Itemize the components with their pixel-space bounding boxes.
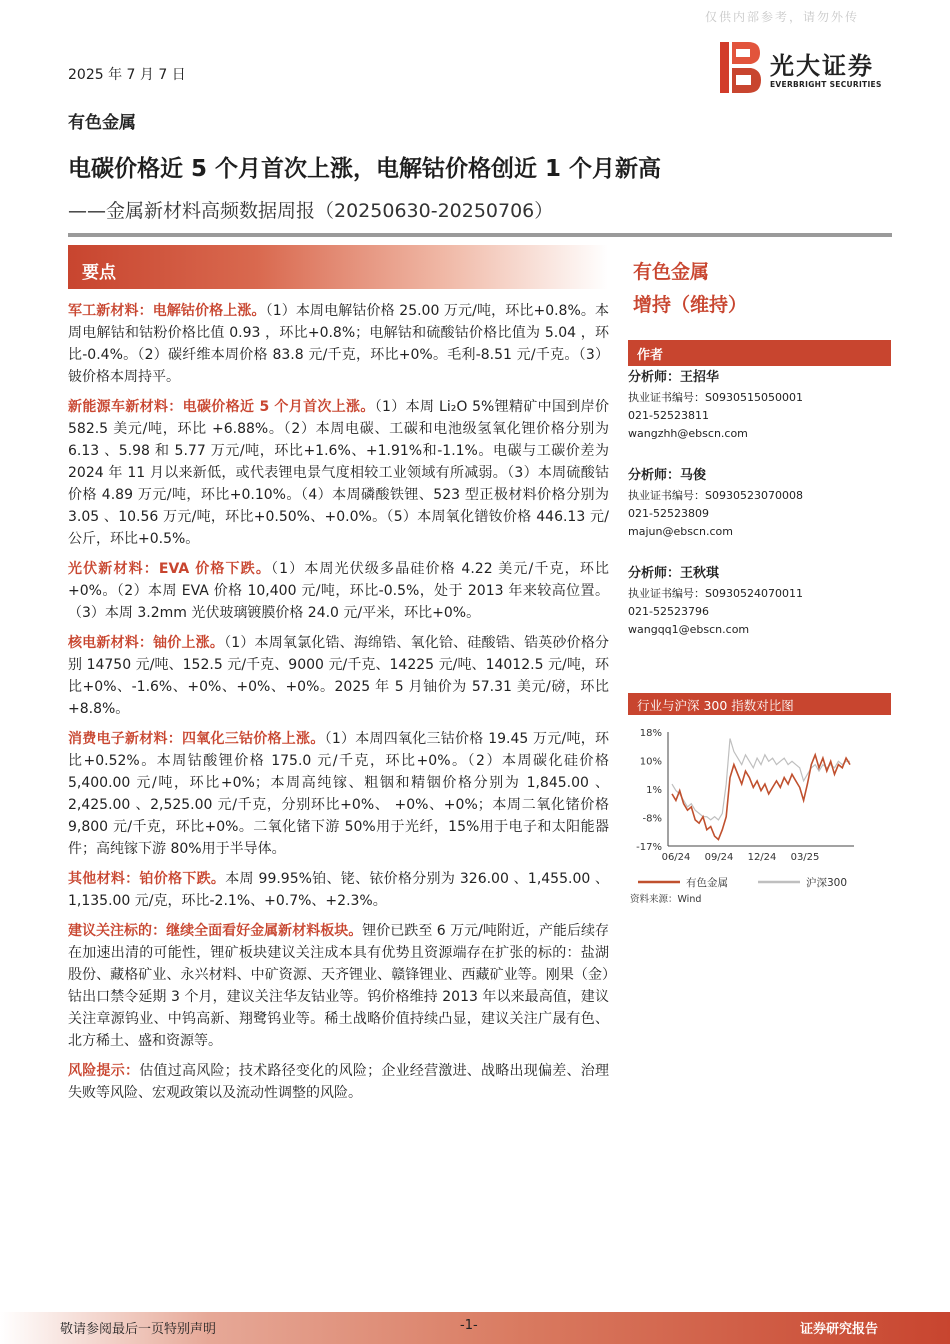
paragraph-recommend (68, 920, 609, 1052)
paragraph-heading: 消费电子新材料：四氧化三钴价格上涨。 (68, 731, 325, 747)
industry-label: 有色金属 (68, 113, 136, 133)
chart-x-tick-label: 06/24 (661, 852, 691, 863)
analyst-name: 分析师：马俊 (628, 468, 707, 483)
analyst-cert: 执业证书编号：S0930523070008 (628, 489, 803, 502)
paragraph-text: （1）本周光伏级多晶硅价格 4.22 美元/千克，环比 +0%。（2）本周 EVA 价格 10,400 元/吨，环比-0.5%，处于 2013 年来较高位置。（3）本周 3.2mm 光伏玻璃镀膜价格 24.0 元/平米，环比+0%。 (68, 561, 609, 621)
paragraph-pv (68, 558, 609, 624)
keypoints-label: 要点 (82, 263, 116, 283)
chart-y-tick-label: 1% (646, 785, 662, 796)
analyst-name: 分析师：王招华 (628, 370, 720, 385)
paragraph-risk (68, 1060, 609, 1104)
title-divider (68, 233, 892, 237)
analyst-cert: 执业证书编号：S0930515050001 (628, 391, 803, 404)
paragraph-other (68, 868, 609, 912)
sidebar-rating: 增持（维持） (633, 294, 748, 316)
chart-x-tick-label: 12/24 (747, 852, 777, 863)
company-logo (718, 40, 898, 95)
analyst-phone: 021-52523796 (628, 605, 709, 618)
analyst-email: wangqq1@ebscn.com (628, 623, 750, 636)
paragraph-text: （1）本周 Li₂O 5%锂精矿中国到岸价 582.5 美元/吨，环比 +6.88%。（2）本周电碳、工碳和电池级氢氧化锂价格分别为 6.13 、5.98 和 5.77 万元/吨，环比+1.6%、+1.91%和-1.1%。电碳与工碳价差为 2024 年 11 月以来新低，或代表锂电景气度相较工业领域有所减弱。（3）本周硫酸钴价格 4.89 万元/吨，环比+0.10%。（4）本周磷酸铁锂、523 型正极材料价格分别为 3.05 、10.56 万元/吨，环比+0.50%、+0.0%。（5）本周氧化镨钕价格 446.13 元/公斤，环比+0.5%。 (68, 399, 609, 547)
report-subtitle: ——金属新材料高频数据周报（20250630-20250706） (68, 200, 554, 222)
analyst-phone: 021-52523811 (628, 409, 709, 422)
chart-y-tick-label: -8% (642, 813, 662, 825)
paragraph-heading: 建议关注标的：继续全面看好金属新材料板块。 (68, 923, 363, 939)
chart-y-tick-label: 10% (639, 756, 662, 768)
paragraph-heading: 军工新材料：电解钴价格上涨。 (68, 303, 266, 319)
paragraph-heading: 新能源车新材料：电碳价格近 5 个月首次上涨。 (68, 399, 375, 415)
paragraph-heading: 其他材料：铂价格下跌。 (68, 871, 226, 887)
chart-legend-label: 沪深300 (806, 877, 848, 889)
analyst-block (628, 368, 891, 443)
paragraph-text: （1）本周电解钴价格 25.00 万元/吨，环比+0.8%。本周电解钴和钴粉价格比值 0.93 ，环比+0.8%；电解钴和硫酸钴价格比值为 5.04 ，环比-0.4%。（2）碳纤维本周价格 83.8 元/千克，环比+0%。毛利-8.51 元/千克。（3）铍价格本周持平。 (68, 303, 609, 385)
chart-legend-label: 有色金属 (686, 877, 728, 889)
logo-mark-icon (718, 40, 762, 95)
paragraph-consumer (68, 728, 609, 860)
paragraph-military (68, 300, 609, 388)
chart-x-tick-label: 09/24 (704, 852, 734, 863)
paragraph-text: 锂价已跌至 6 万元/吨附近，产能后续存在加速出清的可能性，锂矿板块建议关注成本具有优势且资源端存在扩张的标的：盐湖股份、藏格矿业、永兴材料、中矿资源、天齐锂业、赣锋锂业、西藏矿业等。刚果（金）钴出口禁令延期 3 个月，建议关注华友钴业等。钨价格维持 2013 年以来最高值，建议关注章源钨业、中钨高新、翔鹭钨业等。稀土战略价值持续凸显，建议关注广晟有色、北方稀土、盛和资源等。 (68, 923, 610, 1049)
paragraph-heading: 风险提示： (68, 1063, 140, 1079)
chart-title: 行业与沪深 300 指数对比图 (637, 698, 794, 713)
report-date: 2025 年 7 月 7 日 (68, 67, 186, 83)
paragraph-heading: 核电新材料：铀价上涨。 (68, 635, 225, 651)
footer-disclaimer: 敬请参阅最后一页特别声明 (60, 1322, 217, 1337)
analyst-email: majun@ebscn.com (628, 525, 733, 538)
sidebar-industry: 有色金属 (633, 261, 710, 283)
analyst-name: 分析师：王秋琪 (628, 566, 720, 581)
chart-series-line (672, 739, 850, 820)
logo-name: 光大证券 (770, 52, 874, 80)
paragraph-nuclear (68, 632, 609, 720)
analyst-phone: 021-52523809 (628, 507, 709, 520)
paragraph-ev (68, 396, 609, 550)
paragraph-text: 估值过高风险；技术路径变化的风险；企业经营激进、战略出现偏差、治理失败等风险、宏观政策以及流动性调整的风险。 (68, 1063, 610, 1101)
analyst-email: wangzhh@ebscn.com (628, 427, 748, 440)
chart-x-tick-label: 03/25 (790, 852, 820, 863)
chart-series-line (672, 755, 850, 840)
keypoints-body (68, 300, 609, 1112)
chart-y-tick-label: -17% (636, 842, 662, 853)
analyst-cert: 执业证书编号：S0930524070011 (628, 587, 803, 600)
paragraph-heading: 光伏新材料：EVA 价格下跌。 (68, 561, 271, 577)
author-header-bar (628, 340, 891, 366)
footer-page-number: -1- (460, 1318, 478, 1333)
index-comparison-chart (628, 718, 891, 890)
paragraph-text: 本周 99.95%铂、铑、铱价格分别为 326.00 、1,455.00 、1,135.00 元/克，环比-2.1%、+0.7%、+2.3%。 (68, 871, 609, 909)
chart-y-tick-label: 18% (639, 728, 662, 739)
report-title: 电碳价格近 5 个月首次上涨，电解钴价格创近 1 个月新高 (68, 156, 662, 182)
paragraph-text: （1）本周四氧化三钴价格 19.45 万元/吨，环比+0.52%。本周钴酸锂价格 175.0 元/千克，环比+0%。（2）本周碳化硅价格 5,400.00 元/吨，环比+0%；本周高纯镓、粗铟和精铟价格分别为 1,845.00 、2,425.00 、2,525.00 元/千克，分别环比+0%、 +0%、+0%；本周二氧化锗价格 9,800 元/千克，环比+0%。二氧化锗下游 50%用于光纤，15%用于电子和太阳能器件；高纯镓下游 80%用于半导体。 (68, 731, 610, 857)
footer-report-type: 证券研究报告 (800, 1322, 879, 1337)
author-label: 作者 (637, 348, 664, 363)
analyst-block (628, 466, 891, 541)
analyst-block (628, 564, 891, 639)
keypoints-header-bar (68, 245, 608, 289)
watermark-text: 仅供内部参考，请勿外传 (705, 10, 860, 24)
paragraph-text: （1）本周氧氯化锆、海绵锆、氧化铪、硅酸锆、锆英砂价格分别 14750 元/吨、152.5 元/千克、9000 元/千克、14225 元/吨、14012.5 元/吨，环比+0%、-1.6%、+0%、+0%、+0%。2025 年 5 月铀价为 57.31 美元/磅，环比+8.8%。 (68, 635, 610, 717)
logo-english: EVERBRIGHT SECURITIES (770, 80, 882, 89)
chart-source: 资料来源：Wind (630, 894, 702, 905)
